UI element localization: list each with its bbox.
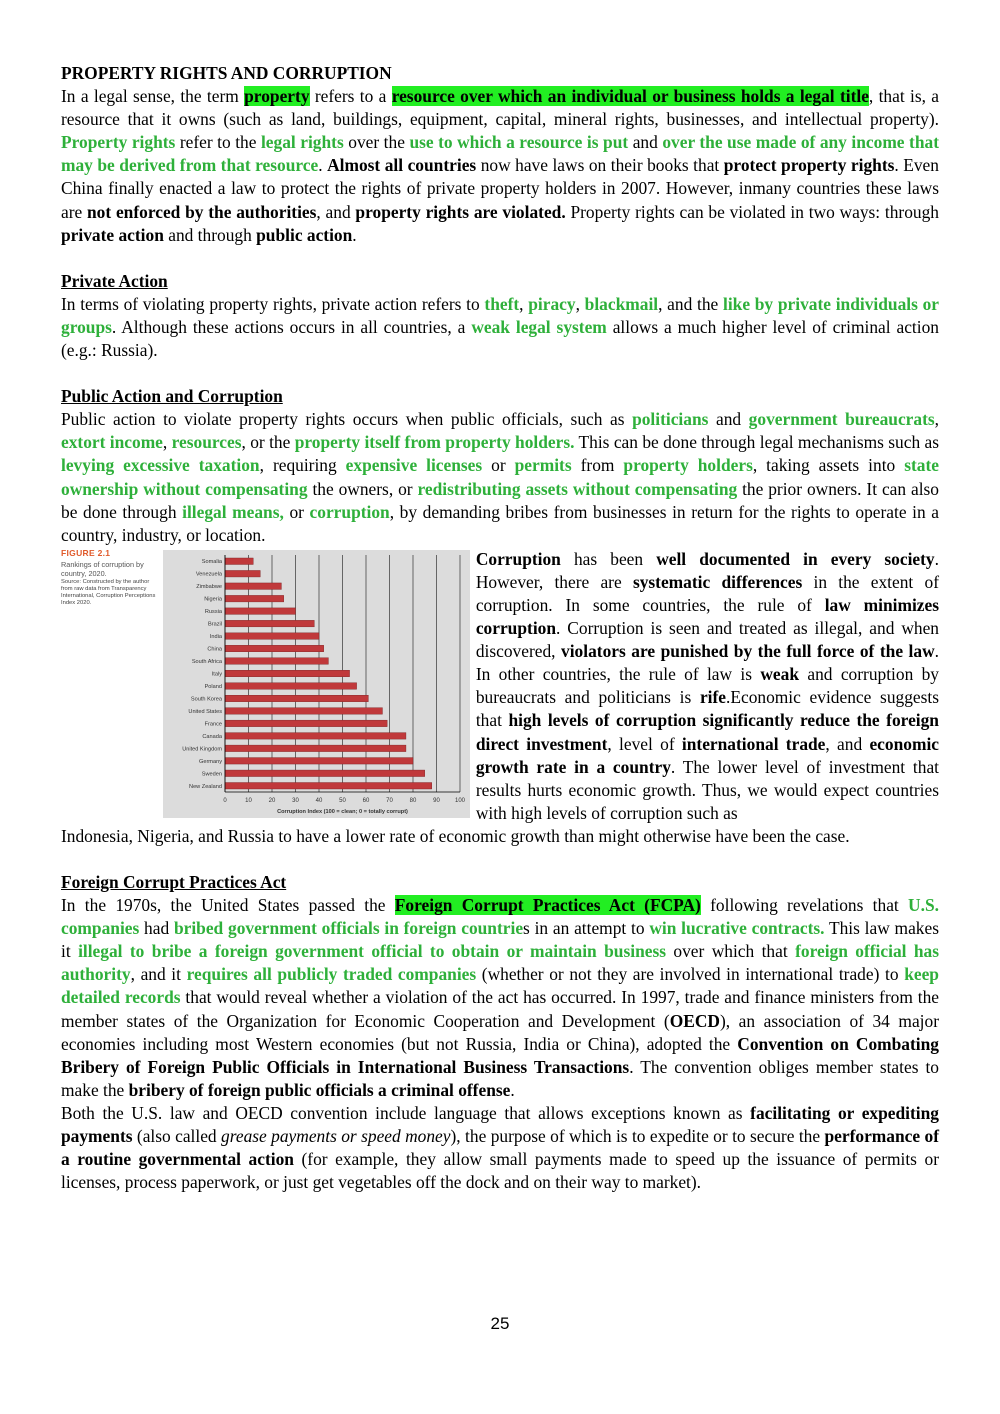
bold-text: Corruption (475, 548, 561, 569)
document-page (61, 62, 939, 1194)
text-run: that would reveal whether a violation of the act has occurred. In 1997, trade and finance ministers from the member states of the Organization for Economic Cooperation and Development ( (61, 987, 939, 1031)
text-run: the prior owners. It can also be done through (61, 478, 939, 522)
text-run: , and it (130, 964, 187, 985)
green-emphasis: redistributing assets without compensating (417, 478, 738, 499)
green-emphasis: levying excessive taxation (61, 455, 260, 476)
text-run: . (318, 155, 328, 176)
category-label: New Zealand (188, 783, 222, 790)
bar (225, 757, 413, 763)
bold-text: systematic differences (632, 571, 803, 592)
green-emphasis: U.S. companies (61, 895, 939, 939)
bold-text: public action (256, 224, 353, 245)
figure-source: Source: Constructed by the author from raw data from Transparency International, Corruption Perceptions Index 2020. (61, 578, 156, 606)
x-tick-label: 80 (409, 797, 417, 804)
x-tick-label: 30 (291, 797, 299, 804)
x-tick-label: 60 (362, 797, 370, 804)
intro-paragraph (61, 85, 939, 247)
text-run: and (708, 409, 749, 430)
green-emphasis: property holders (623, 455, 753, 476)
text-run: In terms of violating property rights, private action refers to (61, 293, 485, 314)
green-emphasis: illegal to bribe a foreign government official to obtain or maintain business (78, 941, 666, 962)
bold-text: international trade (681, 733, 826, 754)
category-label: Zimbabwe (196, 583, 222, 590)
private-action-paragraph (61, 293, 939, 362)
italic-text: grease payments or speed money (221, 1126, 451, 1147)
fcpa-paragraph (61, 894, 939, 1102)
bold-text: protect property rights (723, 155, 895, 176)
x-tick-label: 0 (223, 797, 227, 804)
bold-text: violators are punished by the full force of the law (561, 641, 935, 662)
category-label: Poland (204, 683, 222, 690)
figure-caption (61, 548, 161, 607)
bold-text: performance of a routine governmental action (61, 1126, 939, 1170)
bold-text: weak (760, 664, 800, 685)
green-emphasis: use to which a resource is put (409, 132, 629, 153)
text-run: . The convention obliges member states to make the (61, 1056, 940, 1100)
category-label: Germany (198, 758, 222, 765)
bold-text: well documented in every society (656, 548, 935, 569)
highlighted-term: property (244, 86, 310, 107)
green-emphasis: resources (171, 432, 242, 453)
bold-text: law minimizes corruption (475, 594, 940, 639)
bar (225, 583, 281, 589)
text-run: , level of (607, 733, 682, 754)
text-run: . (510, 1079, 515, 1100)
text-run: , (934, 409, 939, 430)
bar (225, 595, 284, 601)
bold-text: economic growth rate in a country (475, 733, 939, 777)
category-label: Sweden (201, 771, 222, 778)
green-emphasis: politicians (632, 409, 709, 430)
text-run: In the 1970s, the United States passed the (61, 895, 395, 916)
text-run: following revelations that (700, 895, 909, 916)
category-label: Italy (211, 671, 222, 678)
green-emphasis: Property rights (61, 132, 176, 153)
bar (225, 732, 406, 738)
text-run: , and the (658, 293, 723, 314)
text-run: , by demanding bribes from businesses in return for the rights to operate in a country, industry, or location. (61, 501, 939, 545)
text-run: , requiring (259, 455, 346, 476)
green-emphasis: property itself from property holders. (294, 432, 575, 453)
x-tick-label: 10 (244, 797, 252, 804)
green-emphasis: bribed government officials in foreign countrie (173, 918, 524, 939)
text-run: In a legal sense, the term (61, 86, 245, 107)
green-emphasis: keep detailed records (61, 964, 939, 1008)
green-emphasis: expensive licenses (345, 455, 483, 476)
text-run: , and (825, 733, 870, 754)
x-tick-label: 100 (454, 797, 465, 804)
green-emphasis: like by private individuals or groups (61, 293, 939, 337)
green-emphasis: foreign official has authority (61, 941, 940, 985)
facilitating-payments-paragraph (61, 1102, 939, 1194)
bold-text: property rights are violated. (355, 201, 566, 222)
text-run: now have laws on their books that (476, 155, 724, 176)
bold-text: bribery of foreign public officials a criminal offense (128, 1079, 511, 1100)
category-label: South Korea (190, 696, 222, 703)
green-emphasis: corruption (309, 501, 390, 522)
x-tick-label: 70 (385, 797, 393, 804)
text-run: . (352, 224, 357, 245)
section-title: PROPERTY RIGHTS AND CORRUPTION (61, 63, 392, 83)
text-run: and corruption by bureaucrats and politicians is (475, 664, 940, 708)
text-run: over the (343, 132, 410, 153)
green-emphasis: illegal means, (182, 501, 284, 522)
x-tick-label: 90 (432, 797, 440, 804)
text-run: ), the purpose of which is to expedite or to secure the (450, 1126, 825, 1147)
category-label: Somalia (201, 559, 222, 566)
text-run: Property rights can be violated in two ways: through (565, 201, 940, 222)
x-axis-label: Corruption Index (100 = clean; 0 = totally corrupt) (276, 808, 408, 815)
bold-text: OECD (669, 1010, 720, 1031)
text-run: (whether or not they are involved in international trade) to (476, 964, 905, 985)
text-run: . In other countries, the rule of law is (475, 641, 940, 685)
private-action-heading: Private Action (61, 270, 168, 291)
bold-text: rife (699, 687, 726, 708)
text-run: , or the (241, 432, 295, 453)
text-run: over which that (666, 941, 796, 962)
bar (225, 658, 328, 664)
text-run: in the extent of corruption. In some countries, the rule of (475, 571, 939, 615)
green-emphasis: extort income (61, 432, 163, 453)
green-emphasis: piracy (528, 293, 576, 314)
text-run: , (575, 293, 585, 314)
bar (225, 620, 314, 626)
green-emphasis: requires all publicly traded companies (186, 964, 477, 985)
text-run: . However, there are (475, 548, 939, 592)
corruption-chart (163, 550, 470, 818)
text-run: the owners, or (307, 478, 418, 499)
green-emphasis: theft (484, 293, 520, 314)
text-run: . The lower level of investment that results hurts economic growth. Thus, we would expect countries with high levels of corruption such as (475, 756, 939, 823)
highlighted-term: Foreign Corrupt Practices Act (FCPA) (394, 895, 701, 916)
text-run: , taking assets into (752, 455, 905, 476)
bar (225, 745, 406, 751)
bar (225, 770, 425, 776)
text-run: from (571, 455, 624, 476)
green-emphasis: weak legal system (471, 316, 607, 337)
public-action-heading: Public Action and Corruption (61, 386, 283, 407)
text-run: Public action to violate property rights occurs when public officials, such as (61, 409, 633, 430)
bar (225, 633, 319, 639)
category-label: Nigeria (204, 596, 222, 603)
text-run: allows a much higher level of criminal action (e.g.: Russia). (61, 316, 939, 361)
text-run: , (519, 293, 529, 314)
text-run: had (139, 918, 174, 939)
text-run: , (162, 432, 172, 453)
category-label: India (209, 633, 222, 640)
text-run: Both the U.S. law and OECD convention include language that allows exceptions known as (61, 1102, 751, 1123)
bold-text: Convention on Combating Bribery of Foreign Public Officials in International Business Transactions (61, 1033, 939, 1077)
x-tick-label: 20 (268, 797, 276, 804)
bar (225, 645, 324, 651)
figure-row (61, 548, 939, 825)
bold-text: not enforced by the authorities (87, 201, 317, 222)
public-action-paragraph (61, 408, 939, 547)
text-run: , that is, a resource that it owns (such as land, buildings, equipment, capital, mineral rights, businesses, and intellectual property). (61, 86, 940, 130)
text-run: . Even China finally enacted a law to protect the rights of private property holders in 2007. However, inmany countries these laws are (61, 155, 939, 222)
category-label: Russia (204, 608, 222, 615)
bar (225, 608, 296, 614)
corruption-chart-svg (163, 550, 470, 818)
bar (225, 570, 260, 576)
text-run: s in an attempt to (523, 918, 650, 939)
category-label: Brazil (207, 621, 222, 628)
bold-text: high levels of corruption significantly reduce the foreign direct investment (475, 710, 939, 754)
text-run: This law makes it (61, 918, 939, 962)
text-run: . Corruption is seen and treated as illegal, and when discovered, (475, 618, 939, 662)
highlighted-term: resource over which an individual or business holds a legal title (391, 86, 869, 107)
text-run: . Although these actions occurs in all countries, a (111, 316, 472, 337)
text-run: refers to a (309, 86, 392, 107)
green-emphasis: state ownership without compensating (61, 455, 939, 499)
text-run: (for example, they allow small payments made to speed up the issuance of permits or licenses, process paperwork, or just get vegetables off the dock and on their way to market). (61, 1149, 939, 1193)
category-label: Canada (202, 733, 222, 740)
text-run: and (628, 132, 663, 153)
text-run: , and (316, 201, 356, 222)
x-tick-label: 50 (338, 797, 346, 804)
text-run: refer to the (175, 132, 261, 153)
text-run: (also called (132, 1126, 222, 1147)
page-number: 25 (490, 1314, 510, 1333)
bar (225, 782, 432, 788)
text-run: ), an association of 34 major economies including most Western economies (but not Russia, India or China), adopted the (61, 1010, 939, 1054)
category-label: United Kingdom (182, 746, 222, 753)
figure-description: Rankings of corruption by country, 2020. (61, 559, 144, 578)
text-run: .Economic evidence suggests that (475, 687, 939, 731)
green-emphasis: over the use made of any income that may be derived from that resource (61, 132, 939, 176)
bold-text: Almost all countries (327, 155, 477, 176)
category-label: Venezuela (195, 571, 222, 578)
bar (225, 720, 387, 726)
corruption-paragraph-tail: Indonesia, Nigeria, and Russia to have a lower rate of economic growth than might otherwise have been the case. (61, 825, 850, 846)
bar (225, 695, 368, 701)
green-emphasis: win lucrative contracts. (649, 918, 825, 939)
bar (225, 683, 357, 689)
text-run: and through (163, 224, 257, 245)
figure-label: FIGURE 2.1 (61, 547, 111, 558)
green-emphasis: government bureaucrats (748, 409, 935, 430)
green-emphasis: legal rights (260, 132, 344, 153)
corruption-paragraph (476, 548, 939, 825)
bar (225, 707, 382, 713)
text-run: This can be done through legal mechanisms such as (574, 432, 939, 453)
bold-text: facilitating or expediting payments (61, 1102, 939, 1147)
category-label: China (207, 646, 222, 653)
bar (225, 670, 350, 676)
text-run: or (482, 455, 515, 476)
bold-text: private action (61, 224, 164, 245)
text-run: or (283, 501, 310, 522)
category-label: France (204, 721, 222, 728)
category-label: United States (188, 708, 222, 715)
fcpa-heading: Foreign Corrupt Practices Act (61, 872, 287, 892)
category-label: South Africa (191, 658, 222, 665)
text-run: has been (560, 548, 657, 569)
green-emphasis: permits (514, 455, 572, 476)
x-tick-label: 40 (315, 797, 323, 804)
bar (225, 558, 253, 564)
green-emphasis: blackmail (584, 293, 659, 314)
